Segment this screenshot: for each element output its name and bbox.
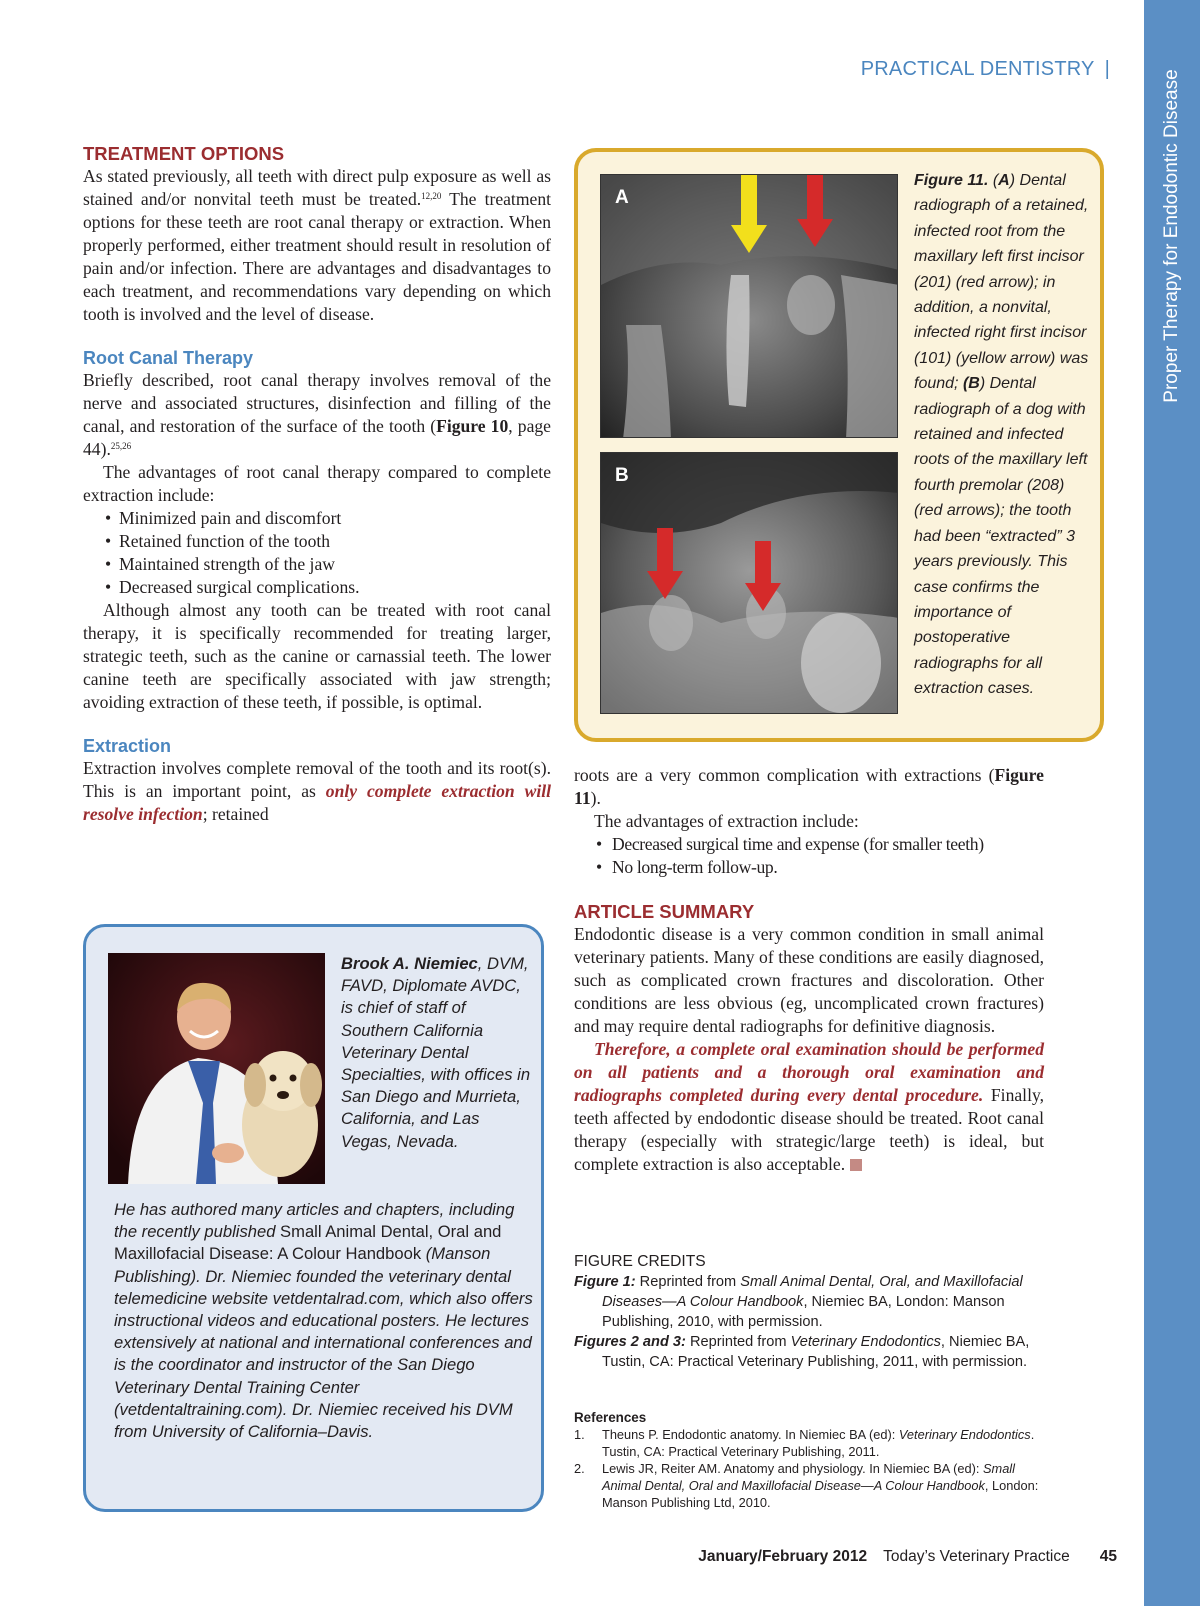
right-column xyxy=(574,764,1044,1176)
references xyxy=(574,1409,1044,1511)
conclusion-emphasis: Therefore, a complete oral examination should be performed on all patients and a thorough oral examination and radiographs completed during every dental procedure. xyxy=(574,1039,1044,1105)
author-bio-text-cont: (Manson Publishing). Dr. Niemiec founded the veterinary dental telemedicine website vetdentalrad.com, which also offers instructional videos and educational posters. He lectures extensively at national and international conferences and is the coordinator and instructor of the San Diego Veterinary Dental Training Center (vetdentaltraining.com). Dr. Niemiec received his DVM from University of California–Davis. xyxy=(114,1244,533,1442)
heading-extraction: Extraction xyxy=(83,736,172,756)
issue-date: January/February 2012 xyxy=(698,1548,868,1565)
reference-text: Theuns P. Endodontic anatomy. In Niemiec BA (ed): xyxy=(602,1427,899,1442)
figure-ref: Figure 11 xyxy=(574,765,1044,808)
author-photo xyxy=(108,953,325,1184)
references-title: References xyxy=(574,1410,647,1425)
side-tab xyxy=(1144,0,1200,1606)
end-mark-icon xyxy=(850,1159,862,1171)
credit-book: Small Animal Dental, Oral, and Maxillofacial Diseases—A Colour Handbook xyxy=(602,1274,1023,1310)
citation: 25,26 xyxy=(110,441,132,451)
retained-roots-text: roots are a very common complication with extractions ( xyxy=(574,765,995,785)
caption-title: Figure 11. xyxy=(914,172,989,189)
extraction-advantages-list xyxy=(574,833,1044,879)
paragraph-retained-roots xyxy=(574,764,1044,810)
running-head-text: PRACTICAL DENTISTRY xyxy=(860,58,1095,80)
advantages-list xyxy=(83,507,551,599)
root-canal-text-cont: , page 44). xyxy=(83,416,551,459)
reference-text: Lewis JR, Reiter AM. Anatomy and physiology. In Niemiec BA (ed): xyxy=(602,1461,983,1476)
credit-item xyxy=(574,1332,1044,1372)
credit-text: Reprinted from xyxy=(685,1334,791,1350)
list-item: • Decreased surgical complications. xyxy=(83,576,551,599)
credit-text-cont: , Niemiec BA, Tustin, CA: Practical Veterinary Publishing, 2011, with permission. xyxy=(602,1334,1030,1370)
citation: 12,20 xyxy=(421,191,442,201)
reference-number: 2. xyxy=(574,1461,585,1476)
running-head-divider: | xyxy=(1104,58,1110,80)
intro-text: As stated previously, all teeth with direct pulp exposure as well as stained and/or nonvital teeth must be treated. xyxy=(83,166,551,209)
author-intro-text: , DVM, FAVD, Diplomate AVDC, is chief of staff of Southern California Veterinary Dental Specialties, with offices in San Diego and Murrieta, California, and Las Vegas, Nevada. xyxy=(341,954,531,1151)
author-name: Brook A. Niemiec xyxy=(341,954,478,973)
journal-name: Today’s Veterinary Practice xyxy=(883,1548,1070,1565)
side-tab-title: Proper Therapy for Endodontic Disease xyxy=(1161,69,1182,403)
reference-item xyxy=(574,1460,1044,1511)
credit-label: Figure 1: xyxy=(574,1274,636,1290)
radiograph-b xyxy=(600,452,898,714)
paragraph-extraction-advantages: The advantages of extraction include: xyxy=(594,811,859,831)
caption-sep: ( xyxy=(988,172,999,189)
radiograph-b-image xyxy=(601,453,898,714)
author-book-title: Small Animal Dental, Oral and Maxillofacial Disease: A Colour Handbook xyxy=(114,1222,502,1264)
heading-treatment-options: TREATMENT OPTIONS xyxy=(83,143,285,164)
list-item: • Decreased surgical time and expense (for smaller teeth) xyxy=(574,833,1044,856)
figure-credits xyxy=(574,1252,1044,1372)
paragraph-root-canal xyxy=(83,369,551,461)
intro-text-cont: The treatment options for these teeth are root canal therapy or extraction. When properly performed, either treatment should result in resolution of pain and/or infection. There are advantages and disadvantages to each treatment, and recommendations vary depending on which tooth is involved and the level of disease. xyxy=(83,189,551,324)
caption-panel-b: (B xyxy=(962,375,980,393)
figure-11-box xyxy=(574,148,1104,742)
figure-11-caption xyxy=(914,168,1090,702)
heading-root-canal: Root Canal Therapy xyxy=(83,348,254,368)
credit-item xyxy=(574,1272,1044,1332)
credit-text: Reprinted from xyxy=(635,1274,741,1290)
root-canal-text: Briefly described, root canal therapy involves removal of the nerve and associated structures, disinfection and filling of the canal, and restoration of the surface of the tooth ( xyxy=(83,370,551,436)
caption-text-b: ) Dental radiograph of a dog with retained and infected roots of the maxillary left fourth premolar (208) (red arrows); the tooth had been “extracted” 3 years previously. This case confirms the importance of postoperative radiographs for all extraction cases. xyxy=(914,375,1088,698)
extraction-text-cont: ; retained xyxy=(202,804,269,824)
reference-text-cont: . Tustin, CA: Practical Veterinary Publishing, 2011. xyxy=(602,1427,1035,1459)
author-intro xyxy=(341,953,531,1153)
page-number: 45 xyxy=(1099,1548,1117,1565)
conclusion-text: Finally, teeth affected by endodontic disease should be treated. Root canal therapy (especially with strategic/large teeth) is ideal, but complete extraction is also acceptable. xyxy=(574,1085,1045,1174)
list-item: • Minimized pain and discomfort xyxy=(83,507,551,530)
author-bio xyxy=(114,1199,534,1443)
credit-text-cont: , Niemiec BA, London: Manson Publishing, 2010, with permission. xyxy=(602,1294,1005,1330)
radiograph-a xyxy=(600,174,898,438)
heading-article-summary: ARTICLE SUMMARY xyxy=(574,901,755,922)
radiograph-a-image xyxy=(601,175,898,438)
paragraph-advantages: The advantages of root canal therapy compared to complete extraction include: xyxy=(83,462,551,505)
extraction-emphasis: only complete extraction will resolve infection xyxy=(83,781,551,824)
caption-text-a: ) Dental radiograph of a retained, infected root from the maxillary left first incisor (201) (red arrow); in addition, a nonvital, infected right first incisor (101) (yellow arrow) was found; xyxy=(914,172,1089,393)
retained-roots-text-cont: ). xyxy=(590,788,601,808)
caption-panel-a: A xyxy=(998,172,1010,189)
reference-number: 1. xyxy=(574,1427,585,1442)
reference-text-cont: , London: Manson Publishing Ltd, 2010. xyxy=(602,1478,1039,1510)
extraction-text: Extraction involves complete removal of the tooth and its root(s). This is an important point, as xyxy=(83,758,551,801)
credit-label: Figures 2 and 3: xyxy=(574,1334,686,1350)
reference-item xyxy=(574,1426,1044,1460)
figure-credits-title: FIGURE CREDITS xyxy=(574,1253,706,1270)
list-item: • Retained function of the tooth xyxy=(83,530,551,553)
author-photo-image xyxy=(108,953,325,1184)
left-column xyxy=(83,143,551,826)
radiograph-a-label: A xyxy=(615,187,629,208)
paragraph-recommendation: Although almost any tooth can be treated with root canal therapy, it is specifically recommended for treating larger, strategic teeth, such as the canine or carnassial teeth. The lower canine teeth are specifically associated with jaw strength; avoiding extraction of these teeth, if possible, is optimal. xyxy=(83,600,551,712)
reference-book: Veterinary Endodontics xyxy=(898,1427,1031,1442)
paragraph-extraction xyxy=(83,757,551,826)
author-bio-box xyxy=(83,924,544,1512)
paragraph-summary: Endodontic disease is a very common condition in small animal veterinary patients. Many of these conditions are easily diagnosed, such as complicated crown fractures and discoloration. Other conditions are less obvious (eg, uncomplicated crown fractures) and may require dental radiographs for definitive diagnosis. xyxy=(574,924,1044,1036)
list-item: • No long-term follow-up. xyxy=(574,856,1044,879)
radiograph-b-label: B xyxy=(615,465,629,486)
list-item: • Maintained strength of the jaw xyxy=(83,553,551,576)
figure-ref: Figure 10 xyxy=(436,416,509,436)
author-bio-text: He has authored many articles and chapters, including the recently published xyxy=(114,1200,515,1242)
reference-book: Small Animal Dental, Oral and Maxillofacial Disease—A Colour Handbook xyxy=(602,1461,1015,1493)
paragraph-intro xyxy=(83,165,551,326)
page-footer xyxy=(698,1548,1117,1566)
running-head xyxy=(861,58,1110,81)
paragraph-conclusion xyxy=(574,1038,1044,1176)
credit-book: Veterinary Endodontics xyxy=(790,1334,941,1350)
